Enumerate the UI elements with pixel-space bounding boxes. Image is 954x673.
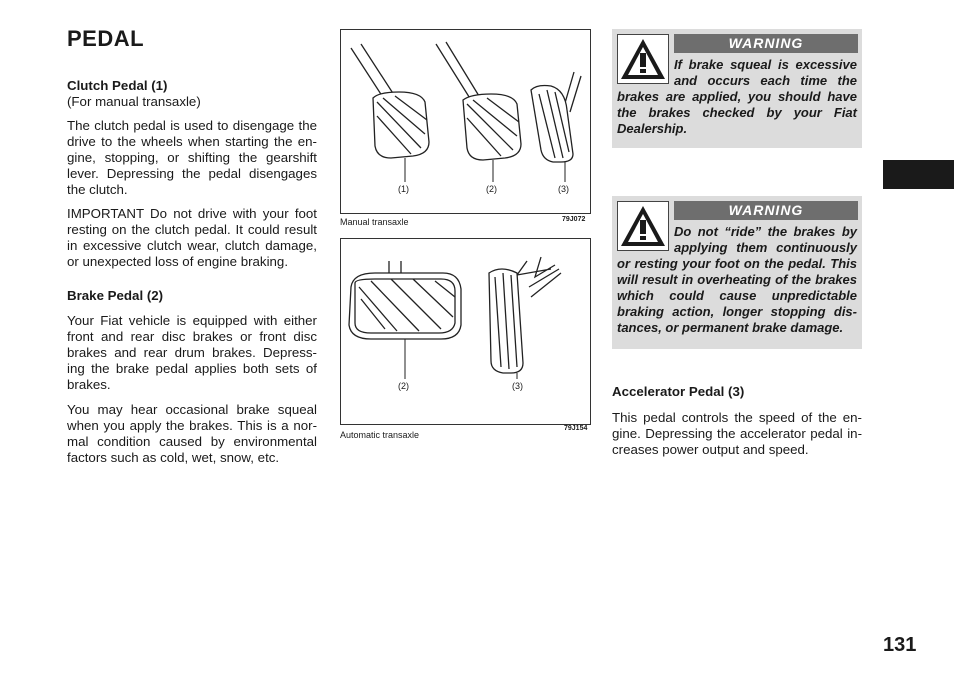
figure-label-3: (3) xyxy=(558,184,569,194)
important-paragraph: IMPORTANT Do not drive with your foot resting on the clutch pedal. It could result in excessive clutch wear, clutch damage, or unexpected loss of engine braking. xyxy=(67,206,317,269)
section-tab xyxy=(883,160,954,189)
accelerator-paragraph: This pedal controls the speed of the en- gine. Depressing the accelerator pedal in- creases power output and speed. xyxy=(612,410,862,457)
page-title: PEDAL xyxy=(67,26,145,51)
page-number: 131 xyxy=(883,634,917,656)
warning-text-2 xyxy=(617,224,857,336)
automatic-transaxle-figure xyxy=(340,238,591,425)
figure-label-2: (2) xyxy=(486,184,497,194)
warning-header-2: WARNING xyxy=(674,201,858,220)
warning-header-1: WARNING xyxy=(674,34,858,53)
automatic-code: 79J154 xyxy=(564,425,588,432)
figure-label-2: (2) xyxy=(398,381,409,391)
brake-heading: Brake Pedal (2) xyxy=(67,288,164,303)
manual-pedals-illustration xyxy=(341,30,590,213)
figure-label-1: (1) xyxy=(398,184,409,194)
accelerator-heading: Accelerator Pedal (3) xyxy=(612,384,745,399)
automatic-pedals-illustration xyxy=(341,239,590,424)
warning-text-2-content: Do not “ride” the brakes by applying them continuously or resting your foot on the pedal. This will result in overheating of the brakes which could cause unpredictable braking action, longer stopping dis- tances, or permanent brake damage. xyxy=(617,224,857,335)
clutch-paragraph: The clutch pedal is used to disengage the drive to the wheels when starting the en- gine, stopping, or shifting the gearshift lever. Depressing the pedal disengages the clutch. xyxy=(67,118,317,197)
manual-caption: Manual transaxle xyxy=(340,217,409,227)
manual-code: 79J072 xyxy=(562,216,586,223)
accelerator-section xyxy=(612,384,862,458)
warning-text-1-content: If brake squeal is excessive and occurs each time the brakes are applied, you should have the brakes checked by your Fiat Dealership. xyxy=(617,57,857,136)
manual-transaxle-figure xyxy=(340,29,591,214)
figure-label-3: (3) xyxy=(512,381,523,391)
warning-text-1 xyxy=(617,57,857,137)
clutch-subheading: (For manual transaxle) xyxy=(67,94,201,109)
brake-paragraph-2: You may hear occasional brake squeal when you apply the brakes. This is a nor- mal condition caused by environmental factors such as cold, wet, snow, etc. xyxy=(67,402,317,465)
automatic-caption: Automatic transaxle xyxy=(340,430,420,440)
brake-paragraph-1: Your Fiat vehicle is equipped with either front and rear disc brakes or front disc brakes and rear drum brakes. Depress- ing the brake pedal applies both sets of brakes. xyxy=(67,313,317,392)
clutch-heading: Clutch Pedal (1) xyxy=(67,78,168,93)
left-column xyxy=(67,78,317,466)
